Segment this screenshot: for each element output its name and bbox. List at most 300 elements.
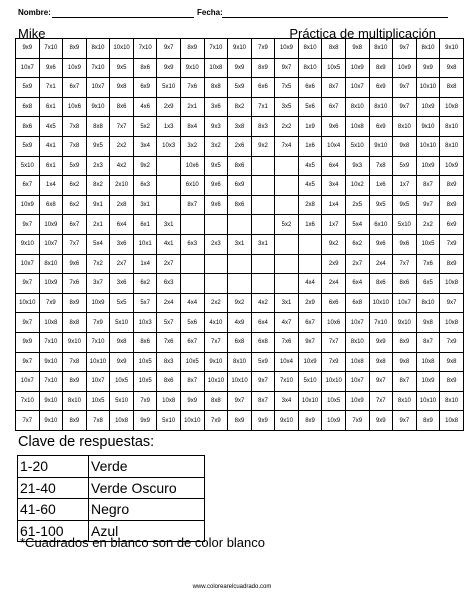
grid-cell[interactable]: 2x10	[110, 176, 134, 196]
grid-cell[interactable]: 8x10	[416, 39, 440, 59]
grid-cell[interactable]	[275, 156, 299, 176]
grid-cell[interactable]: 8x6	[16, 117, 40, 137]
grid-cell[interactable]: 10x8	[416, 352, 440, 372]
grid-cell[interactable]: 6x7	[63, 215, 87, 235]
grid-cell[interactable]: 9x9	[228, 58, 252, 78]
grid-cell[interactable]: 6x7	[298, 313, 322, 333]
grid-cell[interactable]: 8x7	[416, 176, 440, 196]
grid-cell[interactable]: 8x10	[393, 117, 417, 137]
grid-cell[interactable]: 10x10	[228, 372, 252, 392]
grid-cell[interactable]	[180, 215, 204, 235]
grid-cell[interactable]: 5x9	[16, 78, 40, 98]
grid-cell[interactable]: 5x7	[157, 313, 181, 333]
grid-cell[interactable]: 3x4	[275, 391, 299, 411]
grid-cell[interactable]: 9x2	[322, 234, 346, 254]
grid-cell[interactable]: 8x10	[416, 293, 440, 313]
grid-cell[interactable]: 6x2	[345, 234, 369, 254]
grid-cell[interactable]: 4x1	[157, 234, 181, 254]
grid-cell[interactable]: 10x9	[298, 352, 322, 372]
grid-cell[interactable]: 5x9	[228, 78, 252, 98]
grid-cell[interactable]: 9x5	[110, 58, 134, 78]
grid-cell[interactable]: 5x10	[298, 372, 322, 392]
grid-cell[interactable]: 4x5	[298, 156, 322, 176]
grid-cell[interactable]: 8x4	[180, 117, 204, 137]
grid-cell[interactable]: 10x9	[416, 372, 440, 392]
grid-cell[interactable]: 4x4	[298, 274, 322, 294]
grid-cell[interactable]	[251, 156, 274, 176]
grid-cell[interactable]: 10x9	[39, 274, 63, 294]
grid-cell[interactable]: 10x5	[180, 352, 204, 372]
grid-cell[interactable]: 3x1	[251, 234, 274, 254]
grid-cell[interactable]: 8x7	[322, 78, 346, 98]
grid-cell[interactable]: 10x10	[369, 293, 393, 313]
grid-cell[interactable]: 10x8	[345, 352, 369, 372]
grid-cell[interactable]: 5x10	[393, 215, 417, 235]
grid-cell[interactable]: 6x9	[228, 176, 252, 196]
grid-cell[interactable]: 2x2	[204, 293, 228, 313]
grid-cell[interactable]: 6x10	[369, 215, 393, 235]
grid-cell[interactable]: 10x8	[157, 391, 181, 411]
grid-cell[interactable]: 9x7	[369, 372, 393, 392]
grid-cell[interactable]: 1x4	[133, 254, 157, 274]
grid-cell[interactable]: 2x5	[345, 195, 369, 215]
grid-cell[interactable]: 8x10	[39, 254, 63, 274]
grid-cell[interactable]: 9x6	[369, 234, 393, 254]
grid-cell[interactable]: 9x10	[39, 411, 63, 431]
grid-cell[interactable]: 8x6	[157, 372, 181, 392]
grid-cell[interactable]: 7x10	[86, 58, 110, 78]
grid-cell[interactable]: 10x8	[204, 58, 228, 78]
grid-cell[interactable]: 2x7	[157, 254, 181, 274]
grid-cell[interactable]: 9x8	[393, 352, 417, 372]
grid-cell[interactable]: 10x1	[133, 234, 157, 254]
grid-cell[interactable]: 4x4	[180, 293, 204, 313]
grid-cell[interactable]: 10x6	[322, 313, 346, 333]
grid-cell[interactable]: 8x6	[133, 58, 157, 78]
grid-cell[interactable]: 7x5	[275, 78, 299, 98]
grid-cell[interactable]	[251, 274, 274, 294]
grid-cell[interactable]: 8x9	[63, 39, 87, 59]
grid-cell[interactable]: 7x9	[440, 234, 464, 254]
grid-cell[interactable]: 8x8	[322, 39, 346, 59]
grid-cell[interactable]: 10x8	[345, 117, 369, 137]
grid-cell[interactable]: 7x10	[133, 39, 157, 59]
date-underline[interactable]	[222, 17, 448, 18]
grid-cell[interactable]: 2x7	[345, 254, 369, 274]
grid-cell[interactable]: 5x4	[86, 234, 110, 254]
grid-cell[interactable]	[157, 176, 181, 196]
grid-cell[interactable]: 10x5	[86, 391, 110, 411]
grid-cell[interactable]: 6x9	[440, 215, 464, 235]
grid-cell[interactable]: 10x10	[298, 391, 322, 411]
grid-cell[interactable]: 9x9	[416, 58, 440, 78]
grid-cell[interactable]: 9x8	[369, 352, 393, 372]
grid-cell[interactable]: 10x7	[345, 372, 369, 392]
grid-cell[interactable]: 7x10	[16, 391, 40, 411]
grid-cell[interactable]: 8x7	[180, 372, 204, 392]
grid-cell[interactable]: 7x9	[204, 411, 228, 431]
grid-cell[interactable]: 10x4	[275, 352, 299, 372]
grid-cell[interactable]: 4x6	[133, 97, 157, 117]
grid-cell[interactable]: 7x2	[86, 254, 110, 274]
grid-cell[interactable]: 2x2	[275, 117, 299, 137]
grid-cell[interactable]: 8x10	[369, 39, 393, 59]
grid-cell[interactable]: 1x9	[298, 117, 322, 137]
grid-cell[interactable]: 10x4	[322, 136, 346, 156]
grid-cell[interactable]: 2x3	[204, 234, 228, 254]
grid-cell[interactable]: 9x10	[416, 117, 440, 137]
grid-cell[interactable]: 8x6	[110, 97, 134, 117]
grid-cell[interactable]: 9x6	[393, 234, 417, 254]
grid-cell[interactable]: 5x10	[157, 78, 181, 98]
grid-cell[interactable]: 9x7	[298, 332, 322, 352]
grid-cell[interactable]: 7x7	[369, 391, 393, 411]
grid-cell[interactable]	[275, 234, 299, 254]
grid-cell[interactable]: 7x10	[86, 332, 110, 352]
grid-cell[interactable]: 2x2	[416, 215, 440, 235]
grid-cell[interactable]: 9x9	[16, 332, 40, 352]
grid-cell[interactable]: 1x6	[369, 176, 393, 196]
grid-cell[interactable]: 9x8	[440, 352, 464, 372]
grid-cell[interactable]: 7x8	[63, 117, 87, 137]
grid-cell[interactable]: 7x8	[63, 352, 87, 372]
grid-cell[interactable]: 8x10	[228, 352, 252, 372]
grid-cell[interactable]: 10x10	[110, 39, 134, 59]
grid-cell[interactable]: 7x6	[63, 274, 87, 294]
grid-cell[interactable]: 2x7	[110, 254, 134, 274]
grid-cell[interactable]: 9x6	[63, 254, 87, 274]
grid-cell[interactable]: 9x8	[416, 313, 440, 333]
grid-cell[interactable]: 7x8	[86, 411, 110, 431]
grid-cell[interactable]: 8x10	[63, 391, 87, 411]
grid-cell[interactable]: 6x4	[251, 313, 274, 333]
grid-cell[interactable]: 5x10	[16, 156, 40, 176]
grid-cell[interactable]: 7x10	[204, 39, 228, 59]
grid-cell[interactable]: 4x9	[228, 313, 252, 333]
grid-cell[interactable]: 1x4	[322, 195, 346, 215]
grid-cell[interactable]: 5x10	[345, 136, 369, 156]
grid-cell[interactable]: 5x9	[16, 136, 40, 156]
grid-cell[interactable]: 6x8	[345, 293, 369, 313]
grid-cell[interactable]: 6x9	[133, 78, 157, 98]
grid-cell[interactable]: 7x9	[322, 352, 346, 372]
grid-cell[interactable]: 3x5	[275, 97, 299, 117]
grid-cell[interactable]: 2x4	[322, 274, 346, 294]
grid-cell[interactable]: 9x6	[39, 58, 63, 78]
grid-cell[interactable]	[298, 254, 322, 274]
grid-cell[interactable]: 8x10	[298, 39, 322, 59]
grid-cell[interactable]: 10x9	[345, 58, 369, 78]
grid-cell[interactable]: 9x10	[16, 234, 40, 254]
grid-cell[interactable]: 7x7	[110, 117, 134, 137]
grid-cell[interactable]: 6x1	[133, 215, 157, 235]
grid-cell[interactable]: 3x4	[133, 136, 157, 156]
grid-cell[interactable]: 9x9	[16, 39, 40, 59]
grid-cell[interactable]: 6x7	[180, 332, 204, 352]
grid-cell[interactable]: 6x7	[63, 78, 87, 98]
grid-cell[interactable]: 5x10	[157, 411, 181, 431]
grid-cell[interactable]	[251, 254, 274, 274]
grid-cell[interactable]: 4x10	[204, 313, 228, 333]
grid-cell[interactable]: 10x7	[39, 234, 63, 254]
grid-cell[interactable]: 10x7	[393, 293, 417, 313]
grid-cell[interactable]	[180, 254, 204, 274]
grid-cell[interactable]: 6x6	[322, 293, 346, 313]
grid-cell[interactable]: 2x9	[322, 254, 346, 274]
grid-cell[interactable]: 9x7	[251, 372, 274, 392]
grid-cell[interactable]: 8x10	[345, 97, 369, 117]
grid-cell[interactable]: 2x9	[298, 293, 322, 313]
grid-cell[interactable]: 7x7	[204, 332, 228, 352]
grid-cell[interactable]: 9x10	[204, 352, 228, 372]
grid-cell[interactable]: 10x7	[16, 254, 40, 274]
grid-cell[interactable]: 7x8	[63, 136, 87, 156]
grid-cell[interactable]: 8x8	[204, 391, 228, 411]
grid-cell[interactable]: 8x9	[63, 293, 87, 313]
grid-cell[interactable]	[180, 274, 204, 294]
grid-cell[interactable]: 10x9	[416, 97, 440, 117]
grid-cell[interactable]: 4x7	[275, 313, 299, 333]
grid-cell[interactable]: 4x5	[298, 176, 322, 196]
grid-cell[interactable]: 8x10	[345, 332, 369, 352]
grid-cell[interactable]: 2x6	[228, 136, 252, 156]
grid-cell[interactable]: 2x4	[369, 254, 393, 274]
grid-cell[interactable]: 9x5	[369, 195, 393, 215]
grid-cell[interactable]: 8x2	[86, 176, 110, 196]
grid-cell[interactable]: 10x7	[86, 78, 110, 98]
grid-cell[interactable]: 6x9	[369, 78, 393, 98]
grid-cell[interactable]	[275, 195, 299, 215]
grid-cell[interactable]: 6x6	[251, 78, 274, 98]
grid-cell[interactable]: 9x7	[16, 274, 40, 294]
grid-cell[interactable]: 10x10	[416, 78, 440, 98]
grid-cell[interactable]: 10x10	[16, 293, 40, 313]
grid-cell[interactable]: 9x10	[180, 58, 204, 78]
grid-cell[interactable]: 8x7	[393, 372, 417, 392]
grid-cell[interactable]: 10x8	[440, 97, 464, 117]
grid-cell[interactable]: 8x6	[133, 332, 157, 352]
grid-cell[interactable]: 9x7	[16, 215, 40, 235]
grid-cell[interactable]: 3x2	[204, 136, 228, 156]
grid-cell[interactable]: 7x10	[369, 313, 393, 333]
grid-cell[interactable]: 9x10	[63, 332, 87, 352]
grid-cell[interactable]: 8x10	[440, 391, 464, 411]
grid-cell[interactable]: 8x9	[180, 39, 204, 59]
grid-cell[interactable]: 1x7	[393, 176, 417, 196]
grid-cell[interactable]: 6x7	[16, 176, 40, 196]
grid-cell[interactable]: 9x10	[39, 391, 63, 411]
grid-cell[interactable]: 9x10	[440, 39, 464, 59]
grid-cell[interactable]: 5x10	[110, 313, 134, 333]
grid-cell[interactable]: 9x3	[204, 117, 228, 137]
grid-cell[interactable]: 10x5	[322, 58, 346, 78]
grid-cell[interactable]: 5x4	[345, 215, 369, 235]
grid-cell[interactable]: 8x9	[63, 372, 87, 392]
grid-cell[interactable]: 4x1	[39, 136, 63, 156]
grid-cell[interactable]: 7x9	[440, 332, 464, 352]
grid-cell[interactable]	[228, 254, 252, 274]
grid-cell[interactable]: 10x8	[110, 411, 134, 431]
grid-cell[interactable]: 6x9	[369, 117, 393, 137]
grid-cell[interactable]: 10x8	[440, 313, 464, 333]
grid-cell[interactable]: 4x2	[110, 156, 134, 176]
footer-url[interactable]: www.colorearelcuadrado.com	[192, 584, 272, 590]
grid-cell[interactable]: 9x1	[86, 195, 110, 215]
grid-cell[interactable]: 8x9	[369, 58, 393, 78]
grid-cell[interactable]: 8x3	[251, 117, 274, 137]
grid-cell[interactable]: 7x10	[39, 332, 63, 352]
grid-cell[interactable]: 10x9	[39, 215, 63, 235]
grid-cell[interactable]: 8x3	[157, 352, 181, 372]
grid-cell[interactable]: 6x3	[133, 176, 157, 196]
grid-cell[interactable]: 7x6	[416, 254, 440, 274]
grid-cell[interactable]: 7x7	[63, 234, 87, 254]
grid-cell[interactable]: 6x4	[110, 215, 134, 235]
grid-cell[interactable]: 8x9	[298, 411, 322, 431]
grid-cell[interactable]: 10x8	[440, 274, 464, 294]
grid-cell[interactable]: 9x2	[133, 156, 157, 176]
grid-cell[interactable]: 9x7	[416, 195, 440, 215]
grid-cell[interactable]: 8x6	[228, 156, 252, 176]
grid-cell[interactable]: 10x9	[63, 58, 87, 78]
grid-cell[interactable]: 10x7	[345, 78, 369, 98]
grid-cell[interactable]: 9x7	[393, 78, 417, 98]
grid-cell[interactable]: 9x8	[110, 332, 134, 352]
grid-cell[interactable]: 10x9	[16, 195, 40, 215]
grid-cell[interactable]: 6x8	[228, 332, 252, 352]
grid-cell[interactable]: 7x6	[180, 78, 204, 98]
grid-cell[interactable]: 10x5	[110, 372, 134, 392]
grid-cell[interactable]: 10x7	[16, 58, 40, 78]
grid-cell[interactable]: 10x7	[16, 372, 40, 392]
grid-cell[interactable]: 7x4	[275, 136, 299, 156]
grid-cell[interactable]: 7x9	[39, 293, 63, 313]
grid-cell[interactable]: 7x7	[322, 332, 346, 352]
grid-cell[interactable]: 2x1	[180, 97, 204, 117]
grid-cell[interactable]: 7x1	[251, 97, 274, 117]
grid-cell[interactable]: 10x6	[63, 97, 87, 117]
grid-cell[interactable]: 1x4	[39, 176, 63, 196]
grid-cell[interactable]: 7x9	[133, 391, 157, 411]
grid-cell[interactable]: 3x1	[228, 234, 252, 254]
grid-cell[interactable]	[157, 156, 181, 176]
grid-cell[interactable]: 9x7	[16, 313, 40, 333]
grid-cell[interactable]: 9x10	[369, 136, 393, 156]
grid-cell[interactable]: 5x10	[110, 391, 134, 411]
grid-cell[interactable]: 2x3	[86, 156, 110, 176]
grid-cell[interactable]: 7x6	[157, 332, 181, 352]
grid-cell[interactable]: 3x1	[157, 215, 181, 235]
grid-cell[interactable]: 10x10	[86, 352, 110, 372]
grid-cell[interactable]: 8x8	[440, 78, 464, 98]
grid-cell[interactable]: 9x9	[369, 411, 393, 431]
grid-cell[interactable]: 2x8	[298, 195, 322, 215]
grid-cell[interactable]: 6x3	[180, 234, 204, 254]
grid-cell[interactable]: 8x7	[416, 332, 440, 352]
grid-cell[interactable]: 8x2	[228, 97, 252, 117]
grid-cell[interactable]: 10x5	[133, 352, 157, 372]
grid-cell[interactable]: 2x8	[110, 195, 134, 215]
grid-cell[interactable]: 2x4	[157, 293, 181, 313]
grid-cell[interactable]: 10x9	[322, 411, 346, 431]
grid-cell[interactable]: 10x10	[322, 372, 346, 392]
grid-cell[interactable]: 10x9	[86, 293, 110, 313]
grid-cell[interactable]: 7x10	[39, 39, 63, 59]
grid-cell[interactable]: 4x5	[39, 117, 63, 137]
grid-cell[interactable]: 10x7	[86, 372, 110, 392]
grid-cell[interactable]	[275, 176, 299, 196]
grid-cell[interactable]: 7x7	[393, 254, 417, 274]
grid-cell[interactable]: 10x5	[133, 372, 157, 392]
grid-cell[interactable]: 9x7	[275, 58, 299, 78]
grid-cell[interactable]: 9x2	[228, 293, 252, 313]
grid-cell[interactable]: 8x8	[63, 313, 87, 333]
grid-cell[interactable]: 9x7	[228, 391, 252, 411]
grid-cell[interactable]: 6x8	[16, 97, 40, 117]
grid-cell[interactable]	[275, 254, 299, 274]
grid-cell[interactable]: 8x9	[440, 195, 464, 215]
grid-cell[interactable]: 6x3	[157, 274, 181, 294]
grid-cell[interactable]: 3x1	[275, 293, 299, 313]
grid-cell[interactable]: 1x6	[298, 215, 322, 235]
grid-cell[interactable]: 8x10	[393, 391, 417, 411]
grid-cell[interactable]: 10x10	[416, 391, 440, 411]
grid-cell[interactable]: 6x4	[322, 156, 346, 176]
grid-cell[interactable]: 10x5	[416, 234, 440, 254]
grid-cell[interactable]: 9x10	[39, 352, 63, 372]
grid-cell[interactable]: 1x7	[322, 215, 346, 235]
grid-cell[interactable]	[157, 195, 181, 215]
grid-cell[interactable]: 2x1	[86, 215, 110, 235]
grid-cell[interactable]: 5x2	[133, 117, 157, 137]
grid-cell[interactable]: 9x3	[345, 156, 369, 176]
grid-cell[interactable]: 9x10	[275, 411, 299, 431]
grid-cell[interactable]	[204, 215, 228, 235]
grid-cell[interactable]: 10x2	[345, 176, 369, 196]
grid-cell[interactable]: 3x6	[204, 97, 228, 117]
grid-cell[interactable]: 5x9	[63, 156, 87, 176]
grid-cell[interactable]: 3x8	[228, 117, 252, 137]
grid-cell[interactable]: 6x2	[63, 195, 87, 215]
grid-cell[interactable]: 8x9	[440, 254, 464, 274]
grid-cell[interactable]: 2x9	[157, 97, 181, 117]
grid-cell[interactable]: 9x2	[251, 136, 274, 156]
grid-cell[interactable]: 8x9	[63, 411, 87, 431]
grid-cell[interactable]	[228, 274, 252, 294]
grid-cell[interactable]: 7x9	[345, 411, 369, 431]
grid-cell[interactable]: 6x5	[416, 274, 440, 294]
grid-cell[interactable]: 8x9	[440, 372, 464, 392]
grid-cell[interactable]: 3x4	[322, 176, 346, 196]
grid-cell[interactable]: 6x7	[322, 97, 346, 117]
grid-cell[interactable]: 10x9	[393, 58, 417, 78]
grid-cell[interactable]: 7x1	[39, 78, 63, 98]
name-underline[interactable]	[52, 17, 194, 18]
grid-cell[interactable]: 7x9	[251, 39, 274, 59]
grid-cell[interactable]: 8x10	[298, 58, 322, 78]
grid-cell[interactable]: 9x10	[393, 313, 417, 333]
grid-cell[interactable]: 8x10	[369, 97, 393, 117]
grid-cell[interactable]: 1x6	[298, 136, 322, 156]
grid-cell[interactable]: 9x7	[393, 411, 417, 431]
grid-cell[interactable]: 6x8	[251, 332, 274, 352]
grid-cell[interactable]: 9x9	[133, 411, 157, 431]
grid-cell[interactable]: 10x10	[416, 136, 440, 156]
grid-cell[interactable]: 7x10	[275, 372, 299, 392]
grid-cell[interactable]: 10x5	[322, 391, 346, 411]
grid-cell[interactable]: 9x9	[110, 352, 134, 372]
grid-cell[interactable]: 5x5	[110, 293, 134, 313]
